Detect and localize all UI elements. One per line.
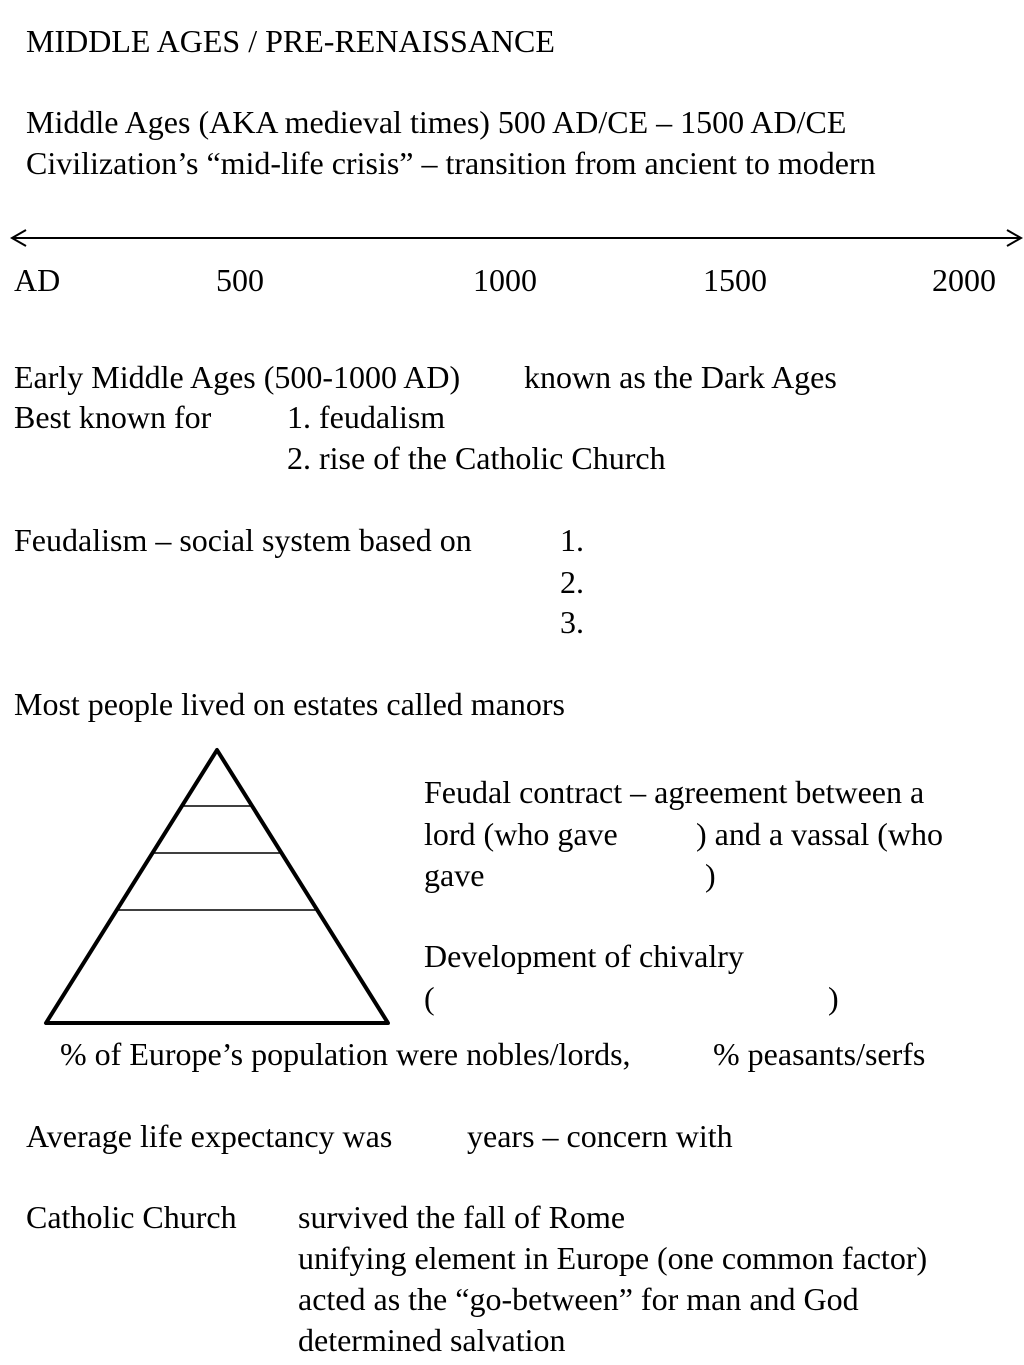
feudalism-blank-3: 3. (560, 604, 584, 640)
chivalry-heading: Development of chivalry (424, 938, 744, 974)
population-nobles: % of Europe’s population were nobles/lords, (60, 1036, 631, 1072)
timeline-label-500: 500 (216, 262, 264, 298)
best-known-item-church: 2. rise of the Catholic Church (287, 440, 666, 476)
church-fact-salvation: determined salvation (298, 1322, 566, 1358)
church-fact-go-between: acted as the “go-between” for man and God (298, 1281, 859, 1317)
feudalism-blank-1: 1. (560, 522, 584, 558)
early-middle-ages-heading: Early Middle Ages (500-1000 AD) (14, 359, 461, 395)
chivalry-close-paren: ) (828, 980, 839, 1016)
best-known-label: Best known for (14, 399, 212, 435)
feudal-contract-line-1: Feudal contract – agreement between a (424, 774, 925, 810)
timeline-label-1500: 1500 (703, 262, 767, 298)
feudal-contract-line-2b: ) and a vassal (who (696, 816, 944, 852)
feudal-contract-line-3b: ) (705, 857, 716, 893)
feudal-contract-line-2a: lord (who gave (424, 816, 618, 852)
population-peasants: % peasants/serfs (713, 1036, 926, 1072)
best-known-item-feudalism: 1. feudalism (287, 399, 446, 435)
catholic-church-label: Catholic Church (26, 1199, 237, 1235)
church-fact-unifying: unifying element in Europe (one common factor) (298, 1240, 928, 1276)
church-fact-rome: survived the fall of Rome (298, 1199, 626, 1235)
feudalism-blank-2: 2. (560, 564, 584, 600)
page-title: MIDDLE AGES / PRE-RENAISSANCE (26, 23, 555, 59)
feudalism-definition: Feudalism – social system based on (14, 522, 472, 558)
timeline-label-ad: AD (14, 262, 61, 298)
manors-line: Most people lived on estates called manors (14, 686, 565, 722)
timeline-label-2000: 2000 (932, 262, 996, 298)
timeline-label-1000: 1000 (473, 262, 537, 298)
intro-transition-line: Civilization’s “mid-life crisis” – transition from ancient to modern (26, 145, 876, 181)
feudal-pyramid-diagram (0, 0, 420, 1040)
intro-dates-line: Middle Ages (AKA medieval times) 500 AD/CE – 1500 AD/CE (26, 104, 847, 140)
dark-ages-note: known as the Dark Ages (524, 359, 837, 395)
life-expectancy-label: Average life expectancy was (26, 1118, 393, 1154)
life-expectancy-suffix: years – concern with (467, 1118, 733, 1154)
feudal-contract-line-3a: gave (424, 857, 485, 893)
chivalry-open-paren: ( (424, 980, 435, 1016)
